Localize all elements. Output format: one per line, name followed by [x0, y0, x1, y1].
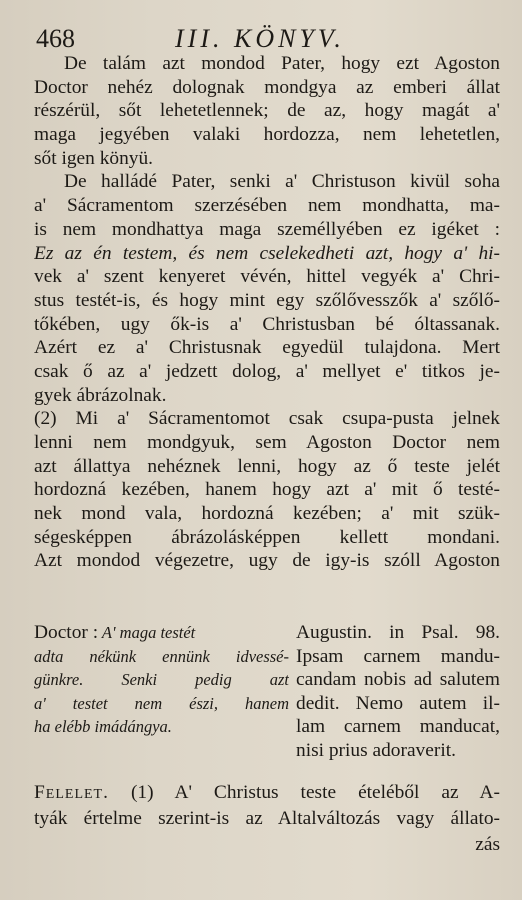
text-line: Doctor nehéz dolognak mondgya az emberi állat — [34, 76, 500, 98]
text-line: ségesképpen ábrázolásképpen kellett mondani. — [34, 526, 500, 548]
text-line: tőkében, ugy ők-is a' Christusban bé óltassanak. — [34, 313, 500, 335]
latin-quotation — [296, 621, 500, 762]
quote-line: Augustin. in Psal. 98. — [296, 622, 500, 643]
text-line: csak ő az a' jedzett dolog, a' mellyet e' titkos je- — [34, 360, 500, 382]
answer-paragraph — [34, 780, 500, 858]
text-line: lenni nem mondgyuk, sem Agoston Doctor nem — [34, 432, 500, 453]
text-line: nek mond vala, hordozná kezében; a' mit szük- — [34, 503, 500, 525]
text-line: vek a' szent kenyeret vévén, hittel vegyék a' Chri- — [34, 266, 500, 288]
page-header — [0, 20, 522, 54]
quote-line — [34, 621, 289, 645]
text-line: De halládé Pater, senki a' Christuson kivül soha — [64, 171, 500, 193]
text-line: a' Sácramentom szerzésében nem mondhatta, ma- — [34, 195, 500, 217]
text-line: (2) Mi a' Sácramentomot csak csupa-pusta jelnek — [34, 408, 500, 430]
text-line-content: (1) A' Christus teste ételéből az A- — [130, 782, 500, 803]
quote-line: adta nékünk ennünk idvessé- — [34, 646, 289, 666]
quote-lead-label: Doctor : — [34, 622, 99, 643]
quote-line: a' testet nem észi, hanem — [34, 693, 289, 713]
text-line: De talám azt mondod Pater, hogy ezt Agoston — [64, 53, 500, 74]
page-number: 468 — [36, 24, 75, 53]
running-head: III. KÖNYV. — [175, 24, 345, 53]
quote-line: dedit. Nemo autem il- — [296, 692, 500, 714]
text-line: részérül, sőt lehetetlennek; de az, hogy magát a' — [34, 100, 500, 122]
text-line: Ez az én testem, és nem cselekedheti azt, hogy a' hi- — [34, 242, 500, 264]
quotation-block — [34, 621, 500, 771]
quote-line: candam nobis ad salutem — [296, 669, 500, 690]
quote-line: lam carnem manducat, — [296, 716, 500, 737]
quote-line: ha elébb imádángya. — [34, 717, 172, 736]
text-line: azt állattya nehéznek lenni, hogy az ő teste jelét — [34, 455, 500, 477]
text-line: sőt igen könyü. — [34, 147, 154, 169]
text-line: tyák értelme szerint-is az Altalváltozás vagy állato- — [34, 808, 500, 829]
text-line: is nem mondhattya maga személlyében ez igéket : — [34, 218, 500, 240]
quote-line-text: A' maga testét — [101, 623, 196, 642]
quote-line: günkre. Senki pedig azt — [34, 670, 289, 689]
hungarian-quotation — [34, 621, 289, 739]
text-line: stus testét-is, és hogy mint egy szőlővesszők a' szőlő- — [34, 289, 500, 311]
answer-label: Felelet. — [34, 782, 109, 803]
text-line — [34, 780, 500, 806]
text-line: hordozná kezében, hanem hogy azt a' mit ő testé- — [34, 479, 500, 501]
text-line: gyek ábrázolnak. — [34, 384, 167, 406]
text-line: Azért ez a' Christusnak egyedül tulajdona. Mert — [34, 337, 500, 359]
text-line: maga jegyében valaki hordozza, nem lehetetlen, — [34, 124, 500, 146]
quote-line: Ipsam carnem mandu- — [296, 645, 500, 667]
catchword: zás — [475, 834, 500, 855]
text-line: Azt mondod végezetre, ugy de igy-is szóll Agoston — [34, 550, 500, 572]
body-text — [34, 52, 500, 573]
quote-line: nisi prius adoraverit. — [296, 739, 456, 761]
